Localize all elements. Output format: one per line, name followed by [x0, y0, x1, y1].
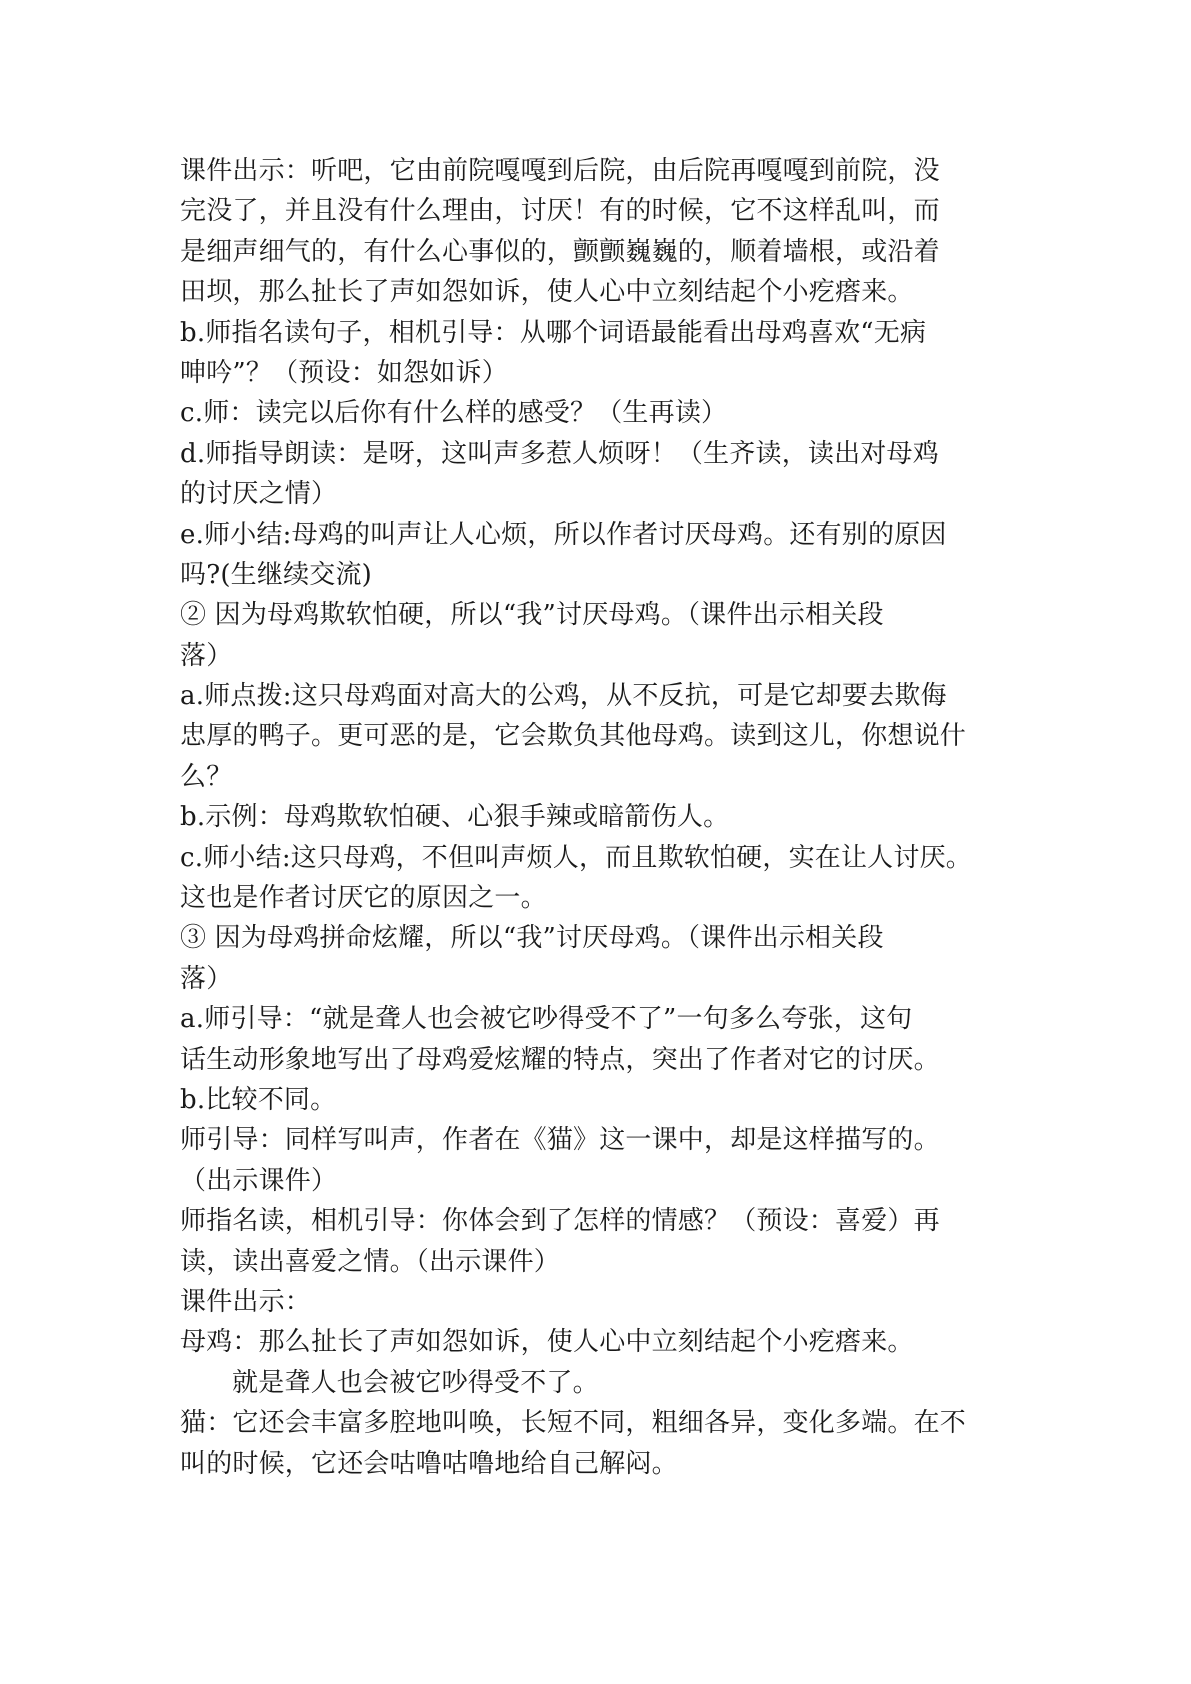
text-line: 是细声细气的，有什么心事似的，颤颤巍巍的，顺着墙根，或沿着 [180, 236, 940, 267]
text-line: 母鸡：那么扯长了声如怨如诉，使人心中立刻结起个小疙瘩来。 [180, 1327, 914, 1358]
text-line: 田坝，那么扯长了声如怨如诉，使人心中立刻结起个小疙瘩来。 [180, 277, 914, 308]
text-line: d.师指导朗读：是呀，这叫声多惹人烦呀！（生齐读，读出对母鸡 [180, 438, 939, 469]
text-line: 忠厚的鸭子。更可恶的是，它会欺负其他母鸡。读到这儿，你想说什 [180, 721, 967, 752]
text-line: 吗?(生继续交流) [180, 559, 373, 590]
text-line: 读，读出喜爱之情。（出示课件） [180, 1246, 561, 1277]
text-line: c.师：读完以后你有什么样的感受？（生再读） [180, 398, 728, 429]
text-line: b.师指名读句子，相机引导：从哪个词语最能看出母鸡喜欢“无病 [180, 317, 927, 348]
text-line: a.师点拨:这只母鸡面对高大的公鸡，从不反抗，可是它却要去欺侮 [180, 681, 947, 712]
text-line: 叫的时候，它还会咕噜咕噜地给自己解闷。 [180, 1448, 678, 1479]
text-line: b.比较不同。 [180, 1084, 337, 1115]
text-line: 呻吟”？（预设：如怨如诉） [180, 357, 508, 388]
text-line-indented: 就是聋人也会被它吵得受不了。 [232, 1367, 599, 1398]
text-line: 完没了，并且没有什么理由，讨厌！有的时候，它不这样乱叫，而 [180, 196, 940, 227]
text-line: 的讨厌之情） [180, 479, 338, 510]
document-body [180, 151, 1020, 1484]
text-line: 落） [180, 963, 233, 994]
text-line: （出示课件） [180, 1165, 338, 1196]
text-line: c.师小结:这只母鸡，不但叫声烦人，而且欺软怕硬，实在让人讨厌。 [180, 842, 972, 873]
text-line: 话生动形象地写出了母鸡爱炫耀的特点，突出了作者对它的讨厌。 [180, 1044, 940, 1075]
text-line: 师引导：同样写叫声，作者在《猫》这一课中，却是这样描写的。 [180, 1125, 940, 1156]
text-line: 这也是作者讨厌它的原因之一。 [180, 883, 547, 914]
text-line: 猫：它还会丰富多腔地叫唤，长短不同，粗细各异，变化多端。在不 [180, 1408, 967, 1439]
text-line: e.师小结:母鸡的叫声让人心烦，所以作者讨厌母鸡。还有别的原因 [180, 519, 947, 550]
text-line: 落） [180, 640, 233, 671]
text-line: 课件出示： [180, 1286, 312, 1317]
text-line: 课件出示：听吧，它由前院嘎嘎到后院，由后院再嘎嘎到前院，没 [180, 156, 940, 186]
text-line: ② 因为母鸡欺软怕硬，所以“我”讨厌母鸡。（课件出示相关段 [180, 600, 884, 631]
text-line: 师指名读，相机引导：你体会到了怎样的情感？（预设：喜爱）再 [180, 1206, 940, 1237]
text-line: 么？ [180, 761, 233, 792]
text-line: a.师引导：“就是聋人也会被它吵得受不了”一句多么夸张，这句 [180, 1004, 913, 1035]
text-line: b.示例：母鸡欺软怕硬、心狠手辣或暗箭伤人。 [180, 802, 730, 833]
text-line: ③ 因为母鸡拼命炫耀，所以“我”讨厌母鸡。（课件出示相关段 [180, 923, 884, 954]
